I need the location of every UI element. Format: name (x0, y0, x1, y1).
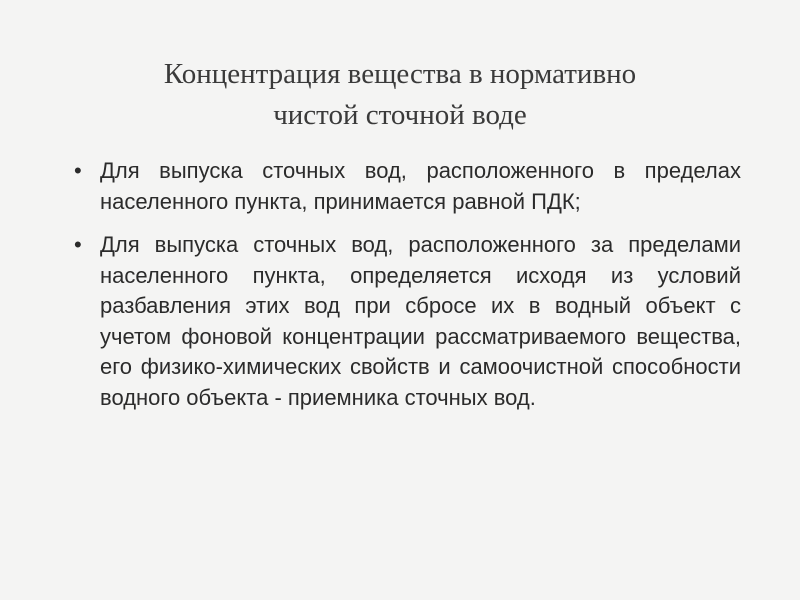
bullet-list (72, 156, 741, 426)
bullet-marker: • (74, 158, 82, 183)
bullet-text: Для выпуска сточных вод, расположенного в пределах населенного пункта, принимается равной ПДК; (100, 158, 741, 214)
bullet-marker: • (74, 232, 82, 257)
bullet-item-1 (72, 156, 741, 217)
bullet-text: Для выпуска сточных вод, расположенного за пределами населенного пункта, определяется исходя из условий разбавления этих вод при сбросе их в водный объект с учетом фоновой концентрации рассматриваемого вещества, его физико-химических свойств и самоочистной способности водного объекта - приемника сточных вод. (100, 232, 741, 410)
slide-title (60, 54, 740, 136)
slide-title-line-2: чистой сточной воде (273, 99, 527, 131)
slide-title-line-1: Концентрация вещества в нормативно (163, 58, 637, 90)
bullet-item-2 (72, 230, 741, 413)
